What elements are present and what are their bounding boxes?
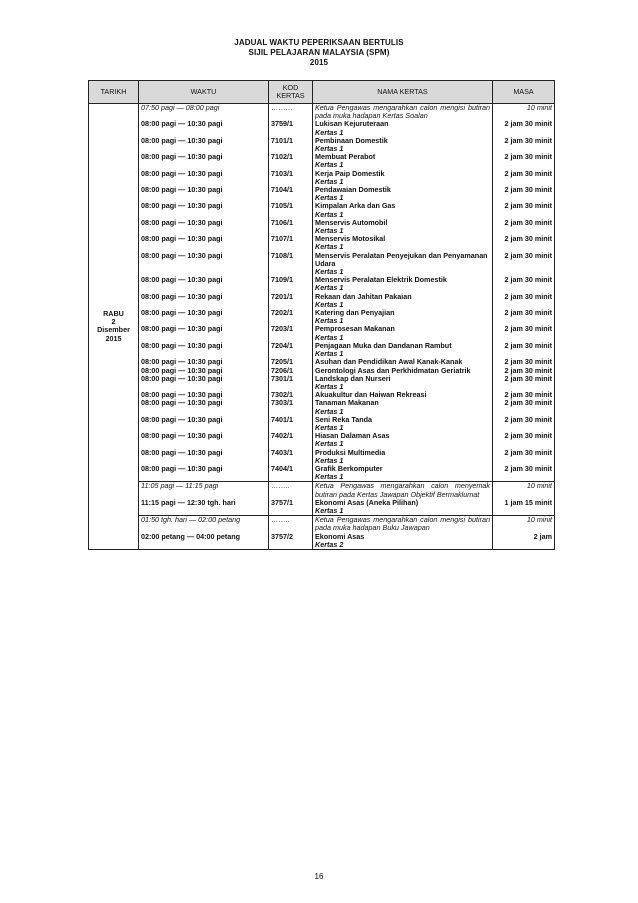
- kod-cell: 7108/1: [269, 252, 313, 277]
- nama-cell: [313, 170, 493, 186]
- paper-number: Kertas 1: [315, 144, 344, 154]
- masa-cell: 2 jam 30 minit: [493, 252, 555, 277]
- kod-cell: 3759/1: [269, 120, 313, 136]
- kod-cell: 7206/1: [269, 367, 313, 375]
- kod-cell: 7404/1: [269, 465, 313, 482]
- date-month: Disember: [97, 325, 130, 335]
- table-row: [89, 516, 555, 533]
- masa-cell: 2 jam 30 minit: [493, 325, 555, 341]
- waktu-cell: 08:00 pagi — 10:30 pagi: [139, 170, 269, 186]
- paper-name: Rekaan dan Jahitan Pakaian: [315, 291, 412, 301]
- kod-cell: 7201/1: [269, 293, 313, 309]
- waktu-cell: 08:00 pagi — 10:30 pagi: [139, 309, 269, 325]
- paper-name: Pembinaan Domestik: [315, 135, 388, 145]
- paper-number: Kertas 1: [315, 209, 344, 219]
- table-row: [89, 325, 555, 341]
- masa-cell: 2 jam: [493, 533, 555, 550]
- waktu-cell: 08:00 pagi — 10:30 pagi: [139, 358, 269, 366]
- masa-cell: 2 jam 30 minit: [493, 309, 555, 325]
- masa-cell: 2 jam 30 minit: [493, 432, 555, 448]
- masa-cell: 2 jam 30 minit: [493, 367, 555, 375]
- kod-cell: 7107/1: [269, 235, 313, 251]
- schedule-body: [89, 104, 555, 550]
- kod-cell: 7302/1: [269, 391, 313, 399]
- nama-cell: [313, 202, 493, 218]
- paper-number: Kertas 1: [315, 455, 344, 465]
- table-row: [89, 219, 555, 235]
- paper-number: Kertas 1: [315, 160, 344, 170]
- paper-name: Menservis Peralatan Elektrik Domestik: [315, 275, 447, 285]
- paper-name: Kimpalan Arka dan Gas: [315, 201, 396, 211]
- paper-number: Kertas 1: [315, 193, 344, 203]
- waktu-cell: 01:50 tgh. hari — 02:00 petang: [139, 516, 269, 533]
- table-row: [89, 399, 555, 415]
- waktu-cell: 08:00 pagi — 10:30 pagi: [139, 391, 269, 399]
- nama-cell: [313, 120, 493, 136]
- kod-cell: 7203/1: [269, 325, 313, 341]
- masa-cell: 2 jam 30 minit: [493, 170, 555, 186]
- paper-name: Tanaman Makanan: [315, 398, 379, 408]
- header-kod-kertas: KOD KERTAS: [269, 81, 313, 104]
- paper-name: Menservis Automobil: [315, 217, 388, 227]
- waktu-cell: 08:00 pagi — 10:30 pagi: [139, 375, 269, 391]
- kod-cell: 7205/1: [269, 358, 313, 366]
- instruction-text: Ketua Pengawas mengarahkan calon mengisi butiran pada muka hadapan Kertas Soalan: [315, 103, 490, 121]
- kod-cell: ………: [269, 104, 313, 121]
- masa-cell: 10 minit: [493, 104, 555, 121]
- kod-cell: 3757/2: [269, 533, 313, 550]
- nama-cell: [313, 399, 493, 415]
- paper-number: Kertas 1: [315, 505, 344, 515]
- waktu-cell: 08:00 pagi — 10:30 pagi: [139, 293, 269, 309]
- masa-cell: 2 jam 30 minit: [493, 342, 555, 358]
- table-row: [89, 104, 555, 121]
- masa-cell: 2 jam 30 minit: [493, 153, 555, 169]
- kod-cell: 7105/1: [269, 202, 313, 218]
- kod-cell: 7109/1: [269, 276, 313, 292]
- masa-cell: 2 jam 30 minit: [493, 416, 555, 432]
- waktu-cell: 08:00 pagi — 10:30 pagi: [139, 342, 269, 358]
- waktu-cell: 08:00 pagi — 10:30 pagi: [139, 449, 269, 465]
- table-row: [89, 170, 555, 186]
- waktu-cell: 07:50 pagi — 08:00 pagi: [139, 104, 269, 121]
- paper-number: Kertas 1: [315, 381, 344, 391]
- paper-number: Kertas 1: [315, 226, 344, 236]
- paper-name: Hiasan Dalaman Asas: [315, 431, 390, 441]
- paper-name: Kerja Paip Domestik: [315, 168, 385, 178]
- paper-name: Landskap dan Nurseri: [315, 373, 391, 383]
- paper-name: Ekonomi Asas: [315, 531, 365, 541]
- waktu-cell: 08:00 pagi — 10:30 pagi: [139, 219, 269, 235]
- table-row: [89, 137, 555, 153]
- date-cell: [89, 104, 139, 550]
- table-row: [89, 465, 555, 482]
- nama-cell: [313, 293, 493, 309]
- paper-number: Kertas 1: [315, 422, 344, 432]
- header-row: [89, 81, 555, 104]
- paper-number: Kertas 1: [315, 283, 344, 293]
- masa-cell: 1 jam 15 minit: [493, 499, 555, 516]
- header-waktu: WAKTU: [139, 81, 269, 104]
- masa-cell: 2 jam 30 minit: [493, 137, 555, 153]
- paper-name: Katering dan Penyajian: [315, 308, 395, 318]
- table-row: [89, 202, 555, 218]
- nama-cell: [313, 449, 493, 465]
- waktu-cell: 08:00 pagi — 10:30 pagi: [139, 367, 269, 375]
- kod-cell: ……..: [269, 516, 313, 533]
- header-nama-kertas: NAMA KERTAS: [313, 81, 493, 104]
- table-row: [89, 293, 555, 309]
- nama-cell: [313, 252, 493, 277]
- table-row: [89, 309, 555, 325]
- waktu-cell: 08:00 pagi — 10:30 pagi: [139, 137, 269, 153]
- masa-cell: 2 jam 30 minit: [493, 449, 555, 465]
- table-row: [89, 482, 555, 499]
- paper-name: Seni Reka Tanda: [315, 414, 372, 424]
- table-row: [89, 276, 555, 292]
- header-tarikh: TARIKH: [89, 81, 139, 104]
- paper-name: Penjagaan Muka dan Dandanan Rambut: [315, 340, 452, 350]
- nama-cell: [313, 235, 493, 251]
- table-row: [89, 499, 555, 516]
- masa-cell: 2 jam 30 minit: [493, 293, 555, 309]
- document-title: JADUAL WAKTU PEPERIKSAAN BERTULIS: [234, 38, 404, 47]
- paper-name: Menservis Peralatan Penyejukan dan Penyamanan Udara: [315, 250, 488, 268]
- waktu-cell: 08:00 pagi — 10:30 pagi: [139, 153, 269, 169]
- table-row: [89, 252, 555, 277]
- waktu-cell: 08:00 pagi — 10:30 pagi: [139, 432, 269, 448]
- masa-cell: 2 jam 30 minit: [493, 276, 555, 292]
- paper-name: Menservis Motosikal: [315, 234, 386, 244]
- masa-cell: 2 jam 30 minit: [493, 399, 555, 415]
- paper-name: Membuat Perabot: [315, 152, 376, 162]
- waktu-cell: 08:00 pagi — 10:30 pagi: [139, 186, 269, 202]
- kod-cell: 7103/1: [269, 170, 313, 186]
- waktu-cell: 08:00 pagi — 10:30 pagi: [139, 416, 269, 432]
- masa-cell: 2 jam 30 minit: [493, 186, 555, 202]
- nama-cell: [313, 325, 493, 341]
- paper-number: Kertas 1: [315, 439, 344, 449]
- nama-cell: [313, 375, 493, 391]
- kod-cell: 7402/1: [269, 432, 313, 448]
- nama-cell: [313, 309, 493, 325]
- nama-cell: [313, 465, 493, 482]
- kod-cell: ……..: [269, 482, 313, 499]
- paper-number: Kertas 1: [315, 176, 344, 186]
- kod-cell: 7403/1: [269, 449, 313, 465]
- table-row: [89, 342, 555, 358]
- instruction-text: Ketua Pengawas mengarahkan calon mengisi butiran pada muka hadapan Buku Jawapan: [315, 515, 490, 533]
- table-row: [89, 120, 555, 136]
- paper-name: Ekonomi Asas (Aneka Pilihan): [315, 497, 419, 507]
- masa-cell: 10 minit: [493, 516, 555, 533]
- nama-cell: [313, 186, 493, 202]
- nama-cell: [313, 416, 493, 432]
- table-row: [89, 186, 555, 202]
- masa-cell: 2 jam 30 minit: [493, 465, 555, 482]
- waktu-cell: 08:00 pagi — 10:30 pagi: [139, 325, 269, 341]
- nama-cell: [313, 219, 493, 235]
- kod-cell: 7102/1: [269, 153, 313, 169]
- waktu-cell: 08:00 pagi — 10:30 pagi: [139, 120, 269, 136]
- waktu-cell: 08:00 pagi — 10:30 pagi: [139, 202, 269, 218]
- paper-number: Kertas 1: [315, 267, 344, 277]
- paper-number: Kertas 1: [315, 242, 344, 252]
- masa-cell: 2 jam 30 minit: [493, 202, 555, 218]
- nama-cell: [313, 533, 493, 550]
- masa-cell: 2 jam 30 minit: [493, 375, 555, 391]
- nama-cell: [313, 499, 493, 516]
- kod-cell: 7204/1: [269, 342, 313, 358]
- masa-cell: 2 jam 30 minit: [493, 120, 555, 136]
- paper-name: Gerontologi Asas dan Perkhidmatan Geriatrik: [315, 365, 471, 375]
- table-row: [89, 432, 555, 448]
- exam-schedule-table: [88, 80, 555, 550]
- masa-cell: 2 jam 30 minit: [493, 358, 555, 366]
- document-subtitle: SIJIL PELAJARAN MALAYSIA (SPM): [248, 48, 390, 57]
- waktu-cell: 08:00 pagi — 10:30 pagi: [139, 252, 269, 277]
- paper-name: Grafik Berkomputer: [315, 463, 383, 473]
- paper-name: Lukisan Kejuruteraan: [315, 119, 389, 129]
- kod-cell: 3757/1: [269, 499, 313, 516]
- waktu-cell: 08:00 pagi — 10:30 pagi: [139, 235, 269, 251]
- paper-name: Pendawaian Domestik: [315, 185, 391, 195]
- kod-cell: 7401/1: [269, 416, 313, 432]
- kod-cell: 7301/1: [269, 375, 313, 391]
- paper-number: Kertas 2: [315, 539, 344, 549]
- paper-name: Asuhan dan Pendidikan Awal Kanak-Kanak: [315, 357, 463, 367]
- table-row: [89, 235, 555, 251]
- masa-cell: 2 jam 30 minit: [493, 391, 555, 399]
- nama-cell: [313, 104, 493, 121]
- waktu-cell: 08:00 pagi — 10:30 pagi: [139, 276, 269, 292]
- nama-cell: [313, 137, 493, 153]
- kod-cell: 7104/1: [269, 186, 313, 202]
- date-num: 2: [111, 317, 116, 327]
- masa-cell: 10 minit: [493, 482, 555, 499]
- table-row: [89, 449, 555, 465]
- waktu-cell: 11:15 pagi — 12:30 tgh. hari: [139, 499, 269, 516]
- nama-cell: [313, 342, 493, 358]
- waktu-cell: 11:05 pagi — 11:15 pagi: [139, 482, 269, 499]
- document-year: 2015: [309, 58, 329, 67]
- table-row: [89, 533, 555, 550]
- nama-cell: [313, 432, 493, 448]
- paper-number: Kertas 1: [315, 299, 344, 309]
- kod-cell: 7106/1: [269, 219, 313, 235]
- header-masa: MASA: [493, 81, 555, 104]
- paper-name: Pemprosesan Makanan: [315, 324, 395, 334]
- paper-name: Produksi Multimedia: [315, 447, 386, 457]
- nama-cell: [313, 516, 493, 533]
- waktu-cell: 08:00 pagi — 10:30 pagi: [139, 465, 269, 482]
- paper-number: Kertas 1: [315, 332, 344, 342]
- kod-cell: 7202/1: [269, 309, 313, 325]
- waktu-cell: 02:00 petang — 04:00 petang: [139, 533, 269, 550]
- paper-number: Kertas 1: [315, 349, 344, 359]
- kod-cell: 7101/1: [269, 137, 313, 153]
- table-row: [89, 375, 555, 391]
- masa-cell: 2 jam 30 minit: [493, 235, 555, 251]
- masa-cell: 2 jam 30 minit: [493, 219, 555, 235]
- kod-cell: 7303/1: [269, 399, 313, 415]
- nama-cell: [313, 276, 493, 292]
- paper-number: Kertas 1: [315, 472, 344, 482]
- paper-number: Kertas 1: [315, 316, 344, 326]
- waktu-cell: 08:00 pagi — 10:30 pagi: [139, 399, 269, 415]
- table-row: [89, 416, 555, 432]
- instruction-text: Ketua Pengawas mengarahkan calon menyemak butiran pada Kertas Jawapan Objektif Bermaklumat: [315, 481, 490, 499]
- paper-name: Akuakultur dan Haiwan Rekreasi: [315, 390, 427, 400]
- date-day: RABU: [103, 309, 124, 319]
- paper-number: Kertas 1: [315, 127, 344, 137]
- table-row: [89, 153, 555, 169]
- paper-number: Kertas 1: [315, 406, 344, 416]
- date-year: 2015: [105, 333, 122, 343]
- nama-cell: [313, 153, 493, 169]
- nama-cell: [313, 482, 493, 499]
- page-number: 16: [314, 872, 324, 881]
